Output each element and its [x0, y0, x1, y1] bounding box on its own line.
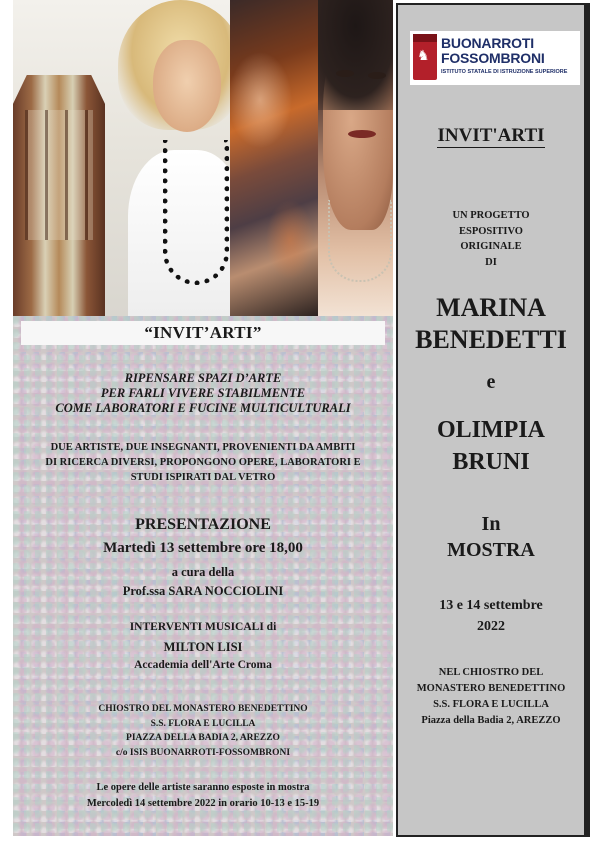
venue-line: PIAZZA DELLA BADIA 2, AREZZO: [126, 733, 280, 743]
note-line: Mercoledì 14 settembre 2022 in orario 10-13 e 15-19: [86, 798, 320, 809]
music-performer: MILTON LISI: [163, 640, 243, 654]
music-academy: Accademia dell'Arte Croma: [134, 659, 272, 671]
title-bar: [21, 321, 385, 345]
project-line: DI: [485, 256, 497, 268]
year-line: 2022: [477, 619, 505, 634]
right-column: [393, 0, 595, 842]
eye: [336, 70, 354, 77]
eye: [368, 72, 386, 79]
venue-line: S.S. FLORA E LUCILLA: [433, 699, 549, 710]
school-logo: [410, 31, 580, 85]
artist-photo-left: [13, 0, 230, 316]
exhibition-title: [398, 125, 584, 147]
description: [13, 440, 393, 485]
subtitle-line: PER FARLI VIVERE STABILMENTE: [100, 386, 306, 400]
project-line: UN PROGETTO: [452, 210, 530, 221]
venue-line: CHIOSTRO DEL MONASTERO BENEDETTINO: [98, 704, 308, 714]
artist-photo-right: [318, 0, 393, 316]
subtitle-line: COME LABORATORI E FUCINE MULTICULTURALI: [55, 401, 351, 415]
logo-name-1: BUONARROTI: [441, 35, 534, 51]
artist-name-2: [398, 414, 584, 478]
bead-necklace: [163, 140, 229, 285]
in-exhibition: [398, 511, 584, 563]
conjunction: e: [486, 371, 496, 393]
description-line: DI RICERCA DIVERSI, PROPONGONO OPERE, LABORATORI E: [45, 457, 361, 468]
exhibition-title-text: INVIT'ARTI: [437, 125, 545, 146]
subtitle-line: RIPENSARE SPAZI D’ARTE: [124, 371, 282, 385]
description-line: STUDI ISPIRATI DAL VETRO: [130, 472, 276, 483]
venue-line: S.S. FLORA E LUCILLA: [150, 718, 256, 729]
in-label: In: [481, 513, 501, 535]
venue-block: [398, 665, 584, 729]
curator-name: Prof.ssa SARA NOCCIOLINI: [122, 584, 284, 598]
exhibition-dates: [398, 595, 584, 637]
venue-line: MONASTERO BENEDETTINO: [416, 683, 566, 694]
venue-line: c/o ISIS BUONARROTI-FOSSOMBRONI: [115, 747, 291, 758]
artist-last-name: BENEDETTI: [415, 325, 567, 354]
horse-icon: ♞: [413, 34, 437, 80]
subtitle: [13, 371, 393, 416]
artist-last-name: BRUNI: [452, 449, 530, 475]
note-line: Le opere delle artiste saranno esposte in mostra: [96, 782, 310, 793]
logo-name-2: FOSSOMBRONI: [441, 50, 545, 66]
venue-block: [13, 702, 393, 760]
venue-line: Piazza della Badia 2, AREZZO: [421, 715, 561, 726]
presentation-heading: PRESENTAZIONE: [135, 516, 271, 533]
exhibition-panel: [396, 3, 590, 837]
project-description: [398, 208, 584, 270]
music-heading: INTERVENTI MUSICALI di: [129, 621, 277, 633]
presentation-datetime: Martedì 13 settembre ore 18,00: [103, 540, 303, 556]
dark-hair: [318, 0, 393, 110]
chain-necklace: [328, 200, 392, 282]
project-line: ESPOSITIVO: [459, 225, 523, 237]
invitation-title: “INVIT’ARTI”: [144, 323, 262, 342]
dates-line: 13 e 14 settembre: [439, 598, 543, 613]
venue-line: NEL CHIOSTRO DEL: [438, 667, 544, 678]
invitation-panel: [13, 316, 393, 836]
mostra-label: MOSTRA: [447, 539, 535, 561]
exhibition-note: [13, 780, 393, 812]
description-line: DUE ARTISTE, DUE INSEGNANTI, PROVENIENTI DA AMBITI: [50, 442, 356, 453]
logo-subtitle: ISTITUTO STATALE DI ISTRUZIONE SUPERIORE: [441, 69, 568, 75]
lips: [348, 130, 376, 138]
artist-first-name: OLIMPIA: [437, 417, 545, 443]
artwork-photo-middle: [230, 0, 318, 316]
artist-name-1: [398, 292, 584, 356]
stained-glass-panel: [25, 110, 93, 240]
project-line: ORIGINALE: [460, 241, 522, 252]
curated-by: a cura della: [171, 565, 235, 579]
artist-face: [153, 40, 221, 132]
artist-first-name: MARINA: [436, 293, 546, 322]
